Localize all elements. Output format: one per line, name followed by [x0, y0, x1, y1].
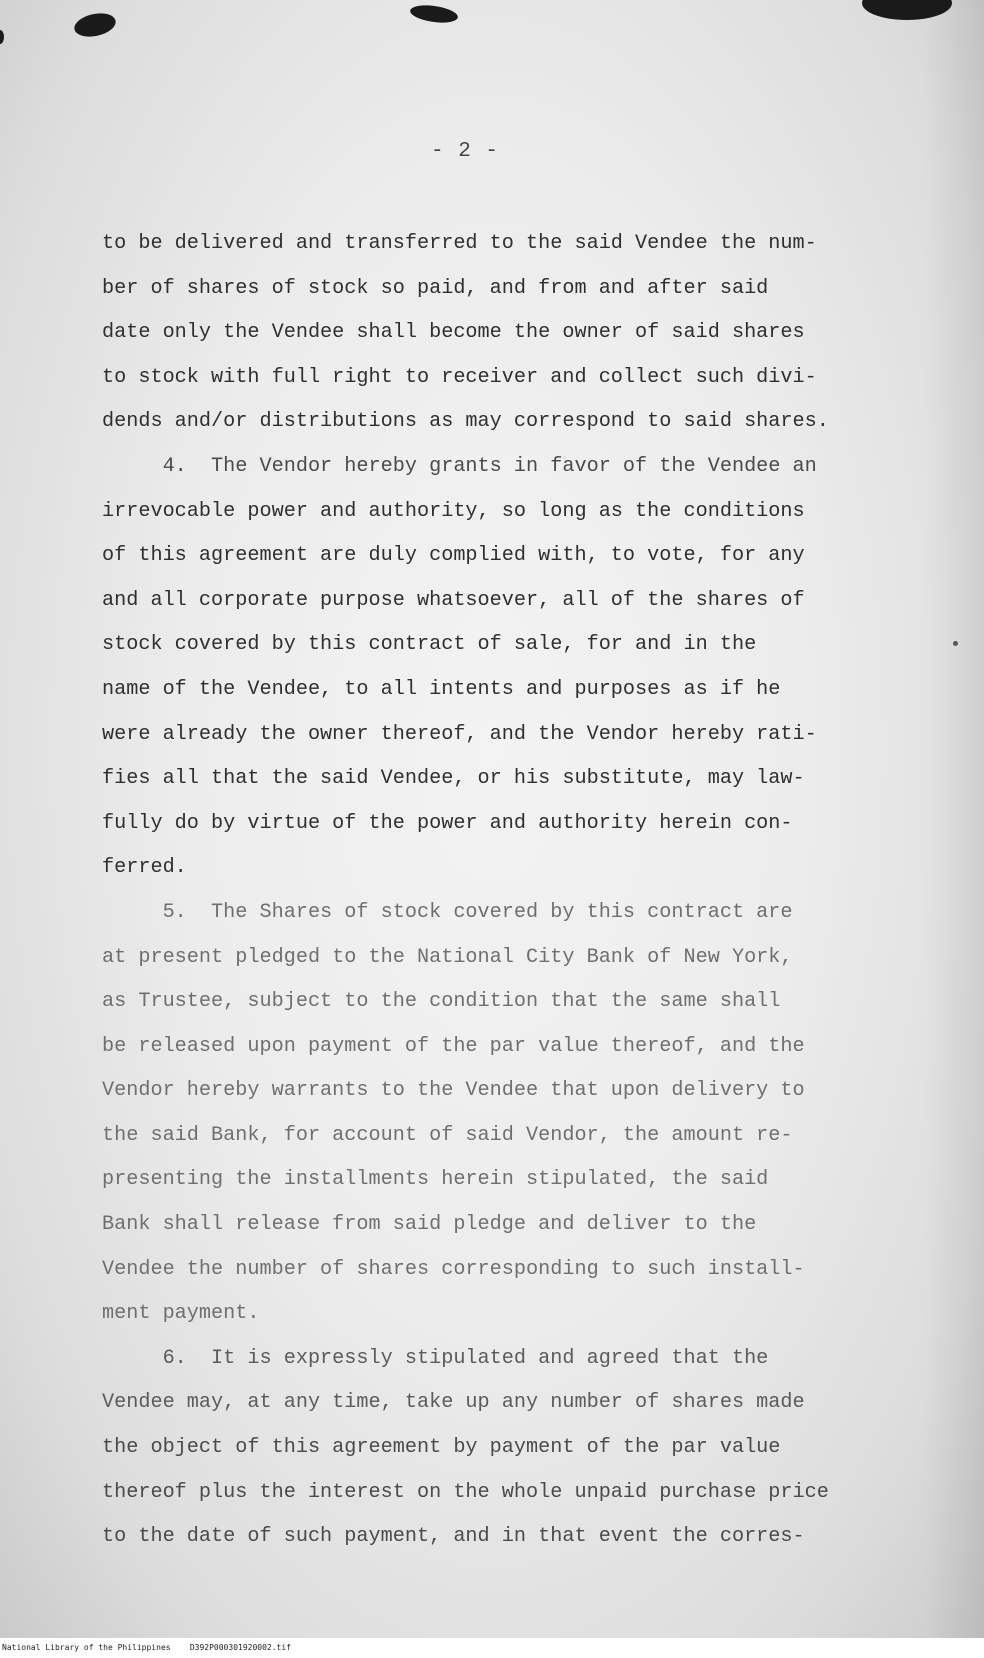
ink-blot-center [409, 3, 459, 26]
text-line: fies all that the said Vendee, or his substitute, may law- [102, 767, 805, 791]
text-line: Vendor hereby warrants to the Vendee that upon delivery to [102, 1079, 805, 1103]
text-line: to the date of such payment, and in that event the corres- [102, 1525, 805, 1549]
text-line: dends and/or distributions as may correspond to said shares. [102, 410, 829, 434]
text-line: 5. The Shares of stock covered by this contract are [102, 900, 793, 924]
speck-right-margin [953, 641, 958, 646]
footer-text: National Library of the Philippines D392P000301920002.tif [2, 1643, 291, 1652]
text-line: ment payment. [102, 1302, 260, 1326]
text-line: of this agreement are duly complied with, to vote, for any [102, 544, 805, 568]
text-line: as Trustee, subject to the condition that the same shall [102, 990, 781, 1014]
scan-footer [0, 1638, 984, 1658]
text-line: to be delivered and transferred to the said Vendee the num- [102, 232, 817, 255]
text-line: Vendee may, at any time, take up any number of shares made [102, 1391, 805, 1415]
text-line: and all corporate purpose whatsoever, all of the shares of [102, 588, 805, 612]
ink-blot-left [72, 10, 118, 40]
text-line: name of the Vendee, to all intents and purposes as if he [102, 677, 781, 701]
text-line: stock covered by this contract of sale, for and in the [102, 633, 757, 657]
text-line: ferred. [102, 856, 187, 880]
text-line: Bank shall release from said pledge and deliver to the [102, 1213, 757, 1237]
text-line: 6. It is expressly stipulated and agreed that the [102, 1346, 769, 1370]
text-line: thereof plus the interest on the whole unpaid purchase price [102, 1480, 829, 1504]
text-line: ber of shares of stock so paid, and from and after said [102, 276, 769, 300]
ink-mark-edge [0, 30, 4, 44]
body-text [102, 222, 922, 1560]
text-line: presenting the installments herein stipulated, the said [102, 1168, 769, 1192]
text-line: the said Bank, for account of said Vendor, the amount re- [102, 1123, 793, 1147]
text-line: at present pledged to the National City Bank of New York, [102, 945, 793, 969]
text-line: 4. The Vendor hereby grants in favor of the Vendee an [102, 454, 817, 478]
text-line: the object of this agreement by payment of the par value [102, 1436, 781, 1460]
text-line: date only the Vendee shall become the owner of said shares [102, 321, 805, 345]
text-line: fully do by virtue of the power and authority herein con- [102, 811, 793, 835]
page-number: - 2 - [430, 140, 499, 163]
text-line: irrevocable power and authority, so long as the conditions [102, 499, 805, 523]
text-line: to stock with full right to receiver and collect such divi- [102, 365, 817, 389]
text-line: were already the owner thereof, and the Vendor hereby rati- [102, 722, 817, 746]
text-line: be released upon payment of the par value thereof, and the [102, 1034, 805, 1058]
page-edge-shadow [924, 0, 984, 1638]
text-line: Vendee the number of shares corresponding to such install- [102, 1257, 805, 1281]
